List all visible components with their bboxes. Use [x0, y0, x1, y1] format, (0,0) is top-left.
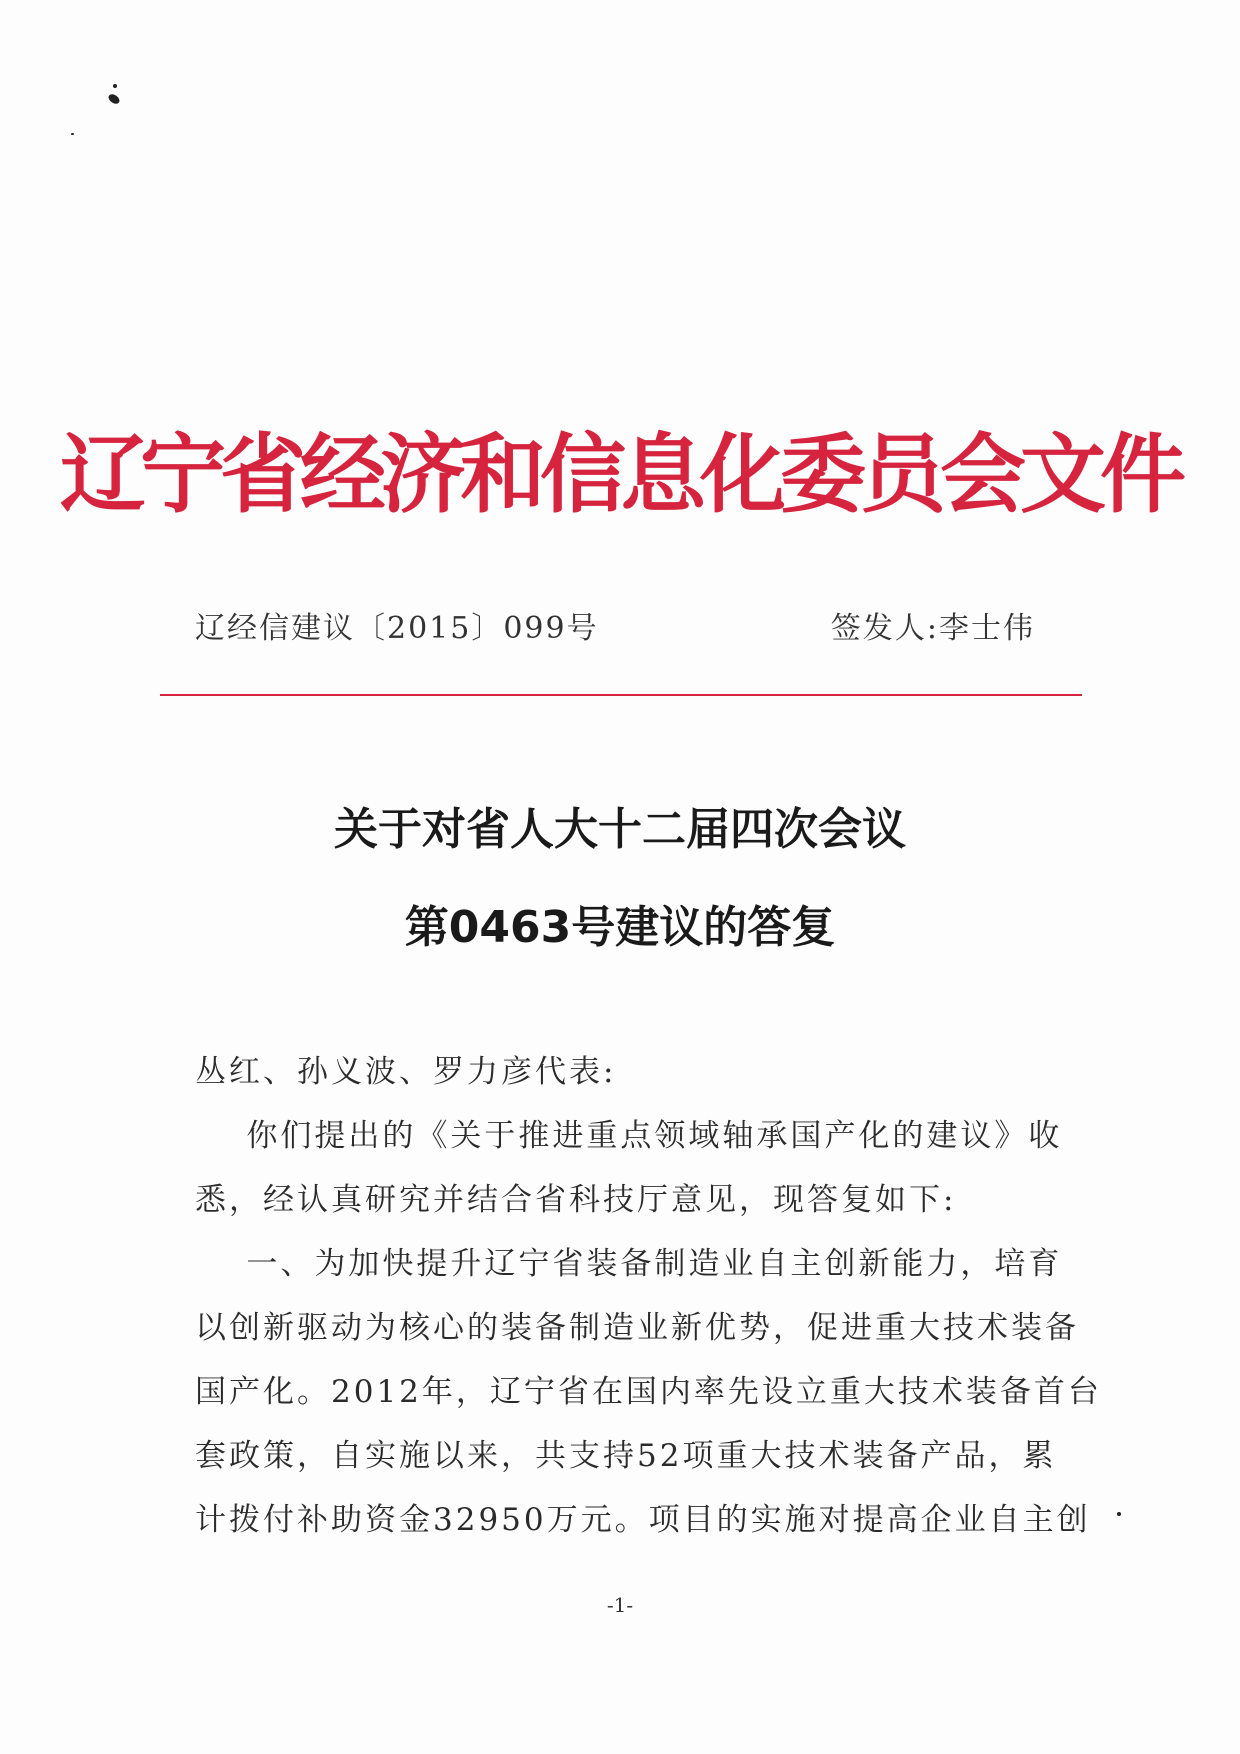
letterhead-title: 辽宁省经济和信息化委员会文件 — [60, 424, 1180, 525]
scan-speck — [71, 133, 74, 135]
body-line: 计拨付补助资金32950万元。项目的实施对提高企业自主创 — [195, 1502, 1091, 1538]
body-line: 以创新驱动为核心的装备制造业新优势，促进重大技术装备 — [195, 1310, 1079, 1346]
scan-speck — [1117, 1512, 1121, 1516]
page-number: -1- — [606, 1593, 634, 1617]
body-line: 国产化。2012年，辽宁省在国内率先设立重大技术装备首台 — [195, 1374, 1102, 1410]
document-number: 辽经信建议〔2015〕099号 — [195, 611, 599, 646]
salutation: 丛红、孙义波、罗力彦代表: — [195, 1054, 617, 1090]
body-line: 你们提出的《关于推进重点领域轴承国产化的建议》收 — [195, 1118, 1063, 1154]
body-text — [195, 1040, 1102, 1560]
document-meta — [195, 604, 1035, 654]
issuer: 签发人:李士伟 — [830, 611, 1035, 646]
body-line: 一、为加快提升辽宁省装备制造业自主创新能力，培育 — [195, 1246, 1063, 1282]
body-line: 悉，经认真研究并结合省科技厅意见，现答复如下: — [195, 1182, 957, 1218]
scan-speck — [113, 84, 117, 88]
scan-speck — [107, 92, 121, 105]
document-title-line-2: 第0463号建议的答复 — [404, 902, 836, 953]
red-divider — [160, 694, 1082, 696]
document-title-line-1: 关于对省人大十二届四次会议 — [334, 804, 906, 855]
body-line: 套政策，自实施以来，共支持52项重大技术装备产品，累 — [195, 1438, 1057, 1474]
